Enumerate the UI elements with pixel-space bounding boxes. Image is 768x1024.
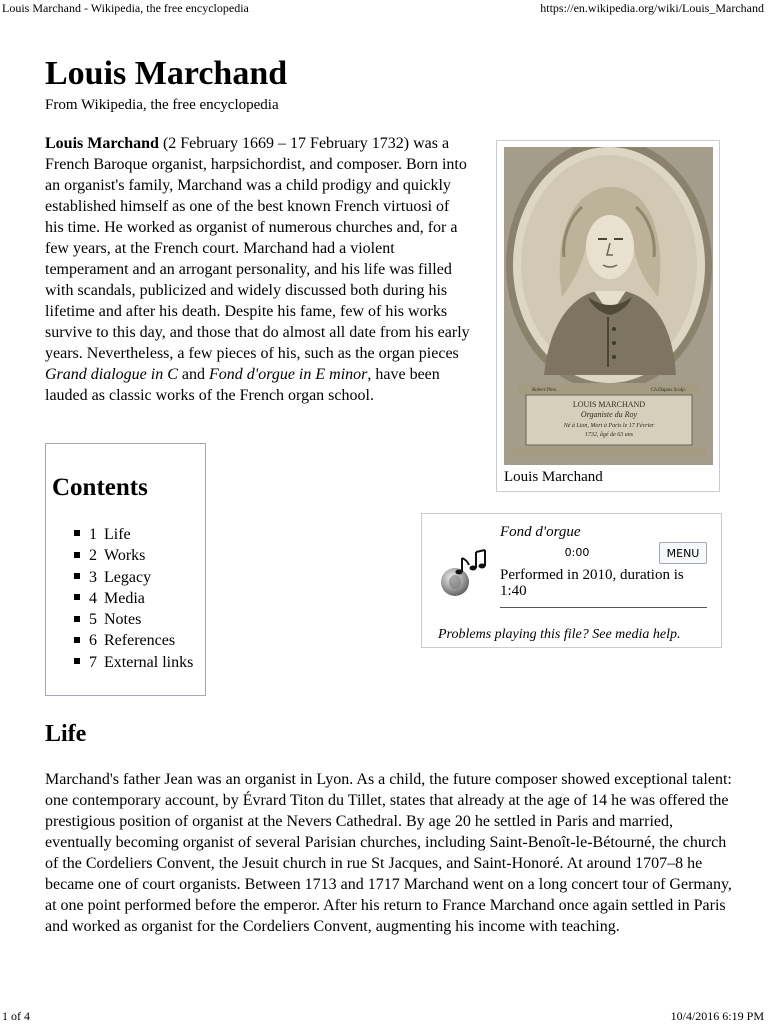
engraving-credit-right: Ch.Dupuis Sculp. [650,388,686,393]
toc-item-notes[interactable] [74,609,193,630]
toc-item-number: 4 [89,589,97,607]
media-description: Performed in 2010, duration is 1:40 [500,567,684,599]
toc-item-legacy[interactable] [74,567,193,588]
engraving-credit-left: Robert Pinx. [532,388,558,393]
work-link-grand-dialogue[interactable]: Grand dialogue in C [45,366,178,383]
toc-item-number: 7 [89,653,97,671]
toc-item-external-links[interactable] [74,652,193,673]
print-header-url[interactable]: https://en.wikipedia.org/wiki/Louis_Marchand [540,1,764,15]
toc-item-works[interactable] [74,545,193,566]
intro-paragraph [45,133,470,406]
engraving-role: Organiste du Roy [580,410,638,419]
print-header-title: Louis Marchand - Wikipedia, the free encyclopedia [2,1,249,15]
audio-file-icon[interactable] [438,542,488,598]
toc-item-number: 3 [89,568,97,586]
table-of-contents [45,443,206,696]
bullet-icon [74,573,80,579]
toc-item-number: 2 [89,547,97,565]
media-divider [500,607,707,608]
print-header [0,0,768,16]
toc-item-label[interactable]: Works [104,547,146,565]
toc-item-number: 5 [89,611,97,629]
engraving-name: LOUIS MARCHAND [572,400,646,409]
toc-item-life[interactable] [74,524,193,545]
toc-item-label[interactable]: References [104,632,176,650]
bullet-icon [74,552,80,558]
intro-text-3: , have been lauded as classic works of the French organ school. [45,366,440,404]
page-subtitle: From Wikipedia, the free encyclopedia [45,97,279,113]
toc-item-number: 1 [89,526,97,543]
toc-item-label[interactable]: Legacy [104,568,152,586]
bullet-icon [74,637,80,643]
page-title: Louis Marchand [45,55,288,92]
toc-item-label[interactable]: External links [104,653,194,671]
toc-title: Contents [52,474,148,501]
infobox [496,140,720,492]
player-menu-button[interactable]: MENU [659,542,707,564]
toc-item-label[interactable]: Life [104,526,131,543]
toc-item-media[interactable] [74,588,193,609]
work-link-fond-dorgue[interactable]: Fond d'orgue in E minor [209,366,368,383]
print-footer [0,1008,768,1024]
media-player-box [421,513,722,648]
toc-item-label[interactable]: Notes [104,611,142,629]
portrait-image[interactable] [504,147,713,465]
engraving-birth-death: Né à Lion, Mort à Paris le 17 Février [563,423,655,429]
section-body-life: Marchand's father Jean was an organist in Lyon. As a child, the future composer showed exceptional talent: one contemporary account, by Évrard Titon du Tillet, states that already at the age of 14 he was offered the prestigious position of organist at the Nevers Cathedral. By age 20 he settled in Paris and married, eventually becoming organist of several Parisian churches, including Saint-Benoît-le-Bétourné, the church of the Cordeliers Convent, the Jesuit church in rue St Jacques, and Saint-Honoré. At around 1707–8 he became one of court organists. Between 1713 and 1717 Marchand went on a long concert tour of Germany, at one point performed before the emperor. After his return to France Marchand once again settled in Paris and worked as organist for the Cordeliers Convent, augmenting his income with teaching. [45,771,732,935]
bullet-icon [74,594,80,600]
toc-item-number: 6 [89,632,97,650]
intro-subject-name: Louis Marchand [45,135,159,152]
toc-list [74,524,193,673]
section-heading-life: Life [45,721,87,747]
intro-text-1: (2 February 1669 – 17 February 1732) was a French Baroque organist, harpsichordist, and composer. Born into an organist's family, Marchand was a child prodigy and quickly established himself as one of the best known French virtuosi of his time. He worked as organist of numerous churches and, for a few years, at the French court. Marchand had a violent temperament and an arrogant personality, and his life was filled with scandals, publicized and widely discussed both during his lifetime and after his death. Despite his fame, few of his works survive to this day, and those that do almost all date from his early years. Nevertheless, a few pieces of his, such as the organ pieces [45,135,470,362]
toc-item-references[interactable] [74,630,193,651]
media-title[interactable]: Fond d'orgue [500,524,581,540]
print-footer-datetime: 10/4/2016 6:19 PM [670,1009,764,1023]
intro-text-2: and [177,366,209,383]
toc-item-label[interactable]: Media [104,589,145,607]
player-time-display: 0:00 [564,546,590,559]
infobox-caption: Louis Marchand [504,469,603,485]
print-footer-page: 1 of 4 [2,1009,30,1023]
media-help-link[interactable]: Problems playing this file? See media help. [438,627,681,642]
engraving-age: 1732, âgé de 63 ans [584,432,634,438]
bullet-icon [74,658,80,664]
bullet-icon [74,616,80,622]
bullet-icon [74,530,80,536]
